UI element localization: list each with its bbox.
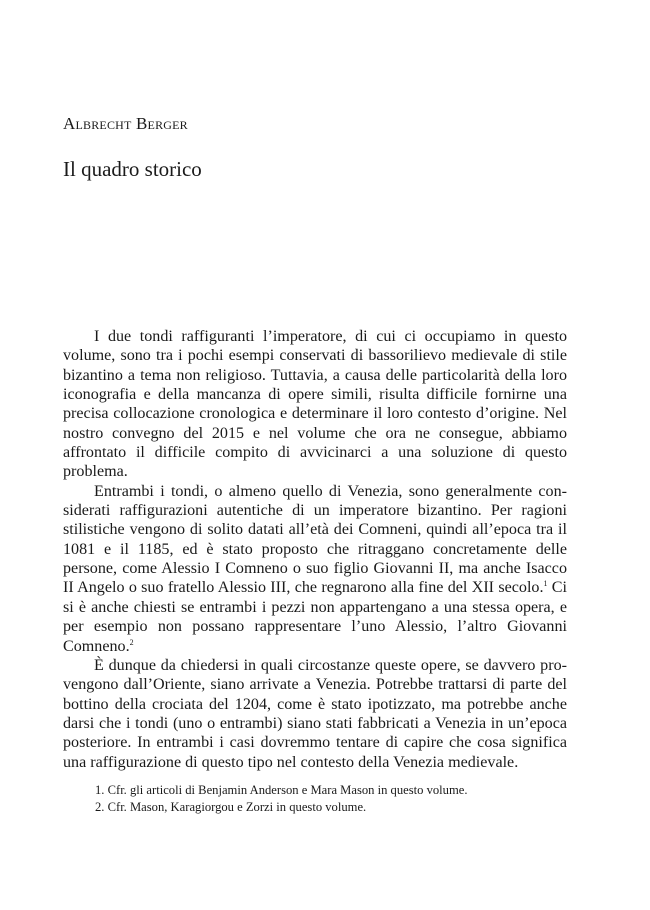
paragraph: È dunque da chiedersi in quali circostanze queste opere, se davvero provengono dall’Oriente, siano arrivate a Venezia. Potrebbe trattarsi di parte del bottino della crociata del 1204, come è stato ipotizzato, ma potrebbe anche darsi che i tondi (uno o entrambi) siano stati fabbricati a Venezia in un’epoca posteriore. In entrambi i casi dovremmo tentare di capire che cosa significa una raffigurazione di questo tipo nel contesto della Venezia medievale. — [63, 656, 567, 771]
paragraph: I due tondi raffiguranti l’imperatore, di cui ci occupiamo in questo volume, sono tra i pochi esempi conservati di bassorilievo medievale di stile bizantino a tema non religioso. Tuttavia, a causa delle particolarità della loro iconografia e della mancanza di opere simili, risulta difficile fornirne una precisa collocazione cronologica e determinare il loro contesto d’origine. Nel nostro convegno del 2015 e nel volume che ora ne consegue, abbiamo affrontato il difficile compito di avvicinarci a una soluzione di questo problema. — [63, 328, 567, 481]
footnote-ref[interactable]: 2 — [129, 637, 134, 647]
footnote-2: 2. Cfr. Mason, Karagiorgou e Zorzi in questo volume. — [95, 800, 367, 814]
paragraph-text: Ci si è anche chiesti se entrambi i pezzi non appartengano a una stessa opera, e per esempio non possano rappresentare l’uno Alessio, l’altro Giovanni Comneno. — [63, 579, 567, 655]
paragraph — [63, 482, 567, 656]
footnotes — [95, 782, 565, 816]
chapter-title: Il quadro storico — [63, 157, 202, 181]
body-text — [63, 327, 567, 772]
footnote-1: 1. Cfr. gli articoli di Benjamin Anderson e Mara Mason in questo volume. — [95, 783, 468, 797]
chapter-author: Albrecht Berger — [63, 114, 188, 133]
paragraph-text: Entrambi i tondi, o almeno quello di Venezia, sono generalmente considerati raffigurazioni autentiche di un imperatore bizantino. Per ragioni stilistiche vengono di solito datati all’età dei Comneni, quindi all’epoca tra il 1081 e il 1185, ed è stato proposto che ritraggano concretamente delle persone, come Alessio I Comneno o suo figlio Giovanni II, ma anche Isacco II Angelo o suo fratello Alessio III, che regnarono alla fine del XII secolo. — [63, 482, 567, 597]
footnote-ref[interactable]: 1 — [543, 579, 548, 589]
